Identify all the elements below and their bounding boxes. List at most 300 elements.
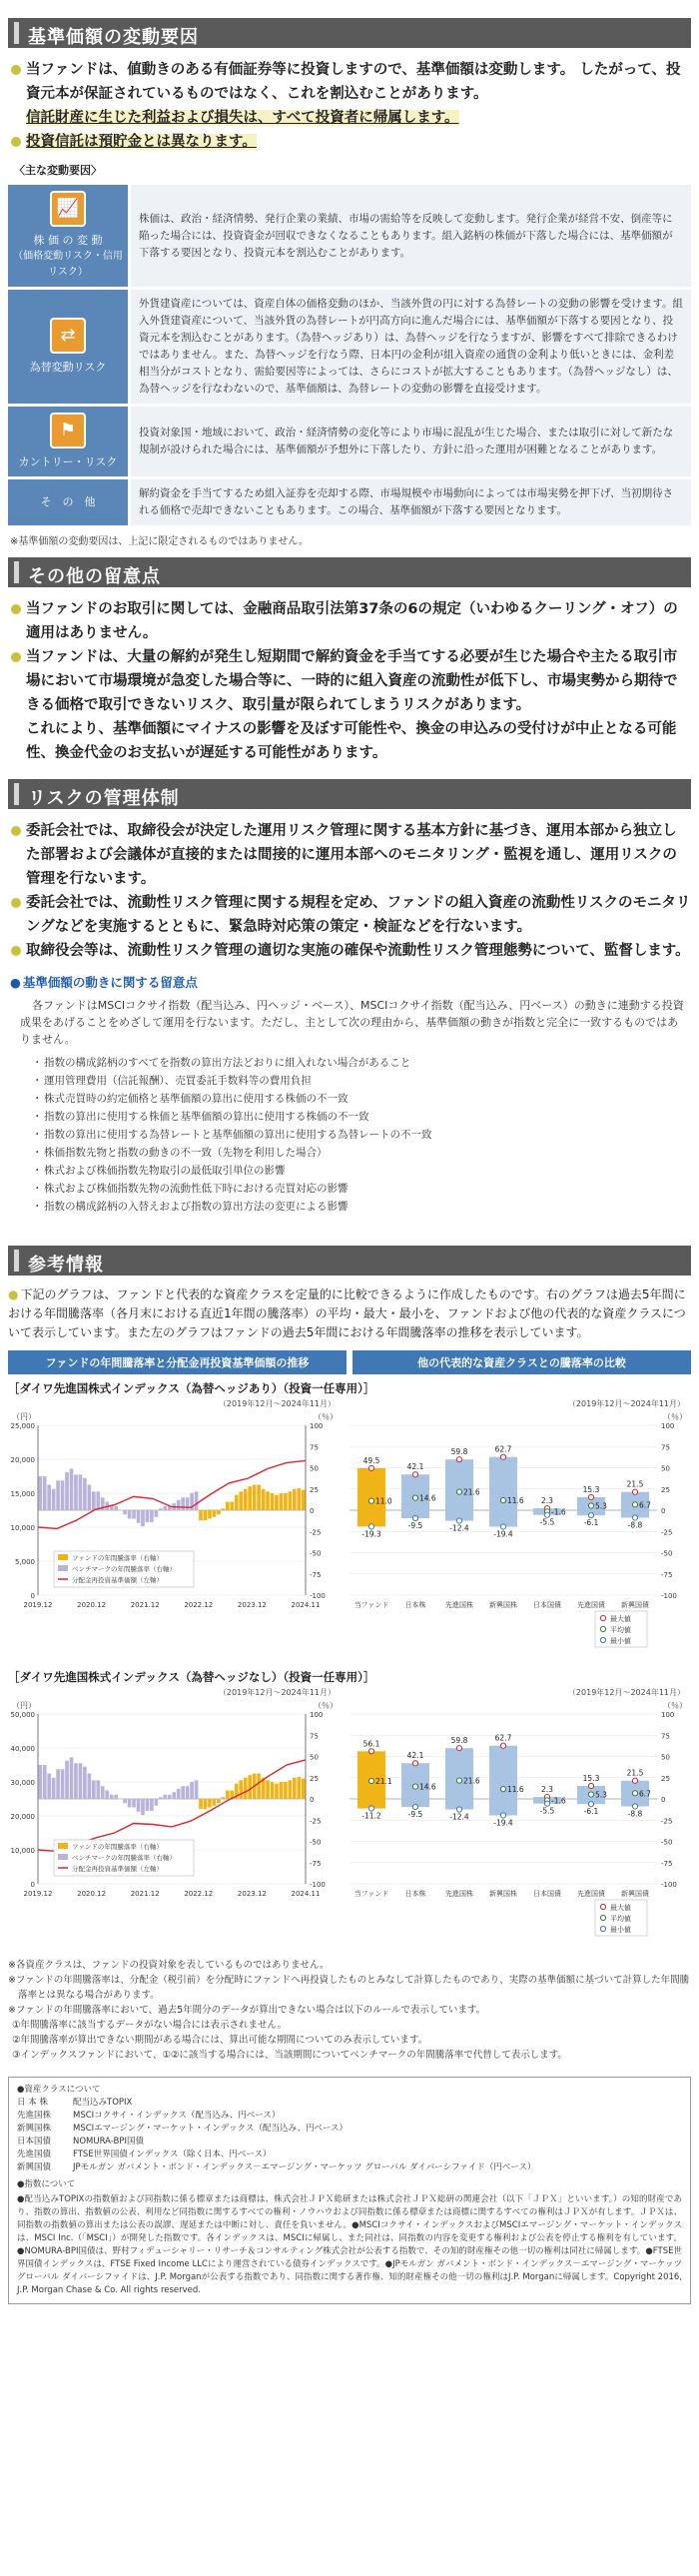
bar-benchmark: [74, 1763, 78, 1799]
index-row: [17, 2097, 682, 2110]
bar-benchmark: [195, 1780, 199, 1799]
category-label: 先進国株: [445, 1601, 473, 1609]
axis-unit-right: （％）: [314, 1701, 338, 1710]
category-label: 新興国株: [489, 1601, 517, 1609]
index-value: JPモルガン ガバメント・ボンド・インデックス－エマージング・マーケッツ グローバル ダイバーシファイド（円ベース）: [73, 2162, 536, 2172]
note-line: ②年間騰落率が算出できない期間がある場合には、算出可能な期間についてのみ表示しています。: [12, 2035, 428, 2046]
legend-label: 最大値: [610, 1904, 631, 1912]
bullet-item: 取締役会等は、流動性リスク管理の適切な実施の確保や流動性リスク管理態勢について、監督します。: [8, 939, 691, 963]
marker-max: [412, 1472, 417, 1477]
section-title: 基準価額の変動要因: [28, 27, 199, 48]
chart-period: （2019年12月～2024年11月）: [567, 1399, 685, 1408]
legend-swatch: [58, 1554, 68, 1560]
marker-min: [368, 1806, 373, 1811]
data-label-max: 59.8: [450, 1736, 468, 1746]
data-label-avg: 5.3: [595, 1501, 607, 1511]
tick-label: -100: [661, 1592, 677, 1600]
bar-benchmark: [128, 1799, 132, 1808]
marker-min: [500, 1813, 505, 1818]
range-chart-unhedged: [342, 1698, 691, 1948]
legend-label: 平均値: [610, 1626, 631, 1634]
legend-label: ファンドの年間騰落率（右軸）: [72, 1843, 163, 1851]
bar-benchmark: [155, 1799, 159, 1806]
tick-label-right: 50: [310, 1464, 319, 1473]
bar-fund: [204, 1510, 208, 1520]
bar-benchmark: [155, 1510, 159, 1517]
bar-benchmark: [159, 1508, 163, 1510]
marker-min: [456, 1807, 461, 1812]
legend-marker: [600, 1626, 605, 1631]
note-line: ③インデックスファンドにおいて、①②に該当する場合には、当該期間についてベンチマークの年間騰落率で代替して表示します。: [12, 2050, 567, 2061]
list-item: ・ 運用管理費用（信託報酬）、売買委託手数料等の費用負担: [32, 1072, 691, 1090]
category-label: 日本株: [404, 1890, 426, 1898]
header-accent-bar: [14, 561, 19, 583]
marker-max: [500, 1743, 505, 1748]
bar-fund: [280, 1782, 284, 1799]
category-label: 新興国債: [621, 1601, 649, 1609]
marker-avg: [412, 1784, 417, 1789]
legend-label: ベンチマークの年間騰落率（右軸）: [72, 1565, 176, 1573]
bar-benchmark: [38, 1476, 42, 1510]
range-bar-asset: [489, 1457, 517, 1527]
x-tick-label: 2023.12: [237, 1890, 267, 1898]
tick-label-left: 10,000: [10, 1847, 35, 1855]
bar-fund: [297, 1488, 301, 1510]
risk-desc: 外貨建資産については、資産自体の価格変動のほか、当該外貨の円に対する為替レートの変動の影響を受けます。組入外貨建資産について、当該外貨の為替レートが円高方向に進んだ場合には、基準価額が下落する要因となり、投資元本を割込むことがあります。（為替ヘッジあり）は、為替ヘッジを行なうますが、影響をすべて排除できるわけではありません。また、為替ヘッジを行なう際、日本円の金利が組入資産の通貨の金利より低いときには、金利差相当分がコストとなり、需給要因等によっては、さらにコストが拡大することもあります。（為替ヘッジなし）は、為替ヘッジを行なわないので、基準価額は、為替レートの変動の影響を直接受けます。: [128, 290, 691, 404]
axis-unit-left: （円）: [12, 1412, 36, 1421]
data-label-avg: -1.6: [551, 1507, 566, 1517]
marker-min: [588, 1513, 593, 1518]
bar-fund: [297, 1777, 301, 1799]
bar-fund: [275, 1784, 279, 1799]
marker-avg: [632, 1791, 637, 1796]
category-label: 新興国債: [621, 1890, 649, 1898]
bar-benchmark: [96, 1780, 100, 1799]
tick-label-left: 15,000: [10, 1490, 35, 1498]
marker-min: [588, 1802, 593, 1807]
index-key: 新興国株: [17, 2124, 52, 2134]
data-label-min: -19.3: [361, 1529, 381, 1539]
bar-fund: [262, 1489, 266, 1510]
bar-fund: [248, 1775, 252, 1799]
bar-benchmark: [172, 1792, 176, 1799]
bar-benchmark: [132, 1799, 136, 1808]
tick-label-right: 0: [310, 1507, 315, 1515]
note-line: ※ファンドの年間騰落率において、過去5年間分のデータが算出できない場合は以下のルールで表示しています。: [8, 2005, 486, 2016]
data-label-min: -19.4: [493, 1529, 513, 1539]
marker-min: [632, 1515, 637, 1520]
tick-label-left: 0: [30, 1881, 35, 1889]
bar-fund: [284, 1493, 288, 1510]
section-header-risk-mgmt: [8, 779, 691, 809]
nav-line: [38, 1460, 306, 1528]
tick-label-left: 5,000: [14, 1558, 35, 1566]
bar-benchmark: [61, 1480, 65, 1510]
chart-block-hedged: [8, 1380, 691, 1663]
bar-benchmark: [88, 1485, 92, 1511]
tick-label-left: 30,000: [10, 1779, 35, 1787]
tick-label-right: -100: [310, 1592, 326, 1600]
data-label-avg: 5.3: [595, 1790, 607, 1800]
index-row: [17, 2136, 682, 2148]
bar-fund: [235, 1495, 239, 1510]
bar-fund: [280, 1493, 284, 1510]
marker-avg: [500, 1498, 505, 1503]
data-label-avg: 6.7: [639, 1789, 651, 1799]
section-header-reference: [8, 1246, 691, 1276]
line-bar-chart-hedged: [8, 1409, 342, 1659]
marker-max: [588, 1494, 593, 1499]
legend-label: 最大値: [610, 1615, 631, 1623]
marker-min: [544, 1512, 549, 1517]
bar-fund: [248, 1486, 252, 1510]
bar-benchmark: [105, 1791, 109, 1800]
risk-row: [8, 185, 691, 287]
index-value: MSCIエマージング・マーケット・インデックス（配当込み、円ベース）: [73, 2124, 349, 2134]
data-label-avg: 21.6: [463, 1776, 480, 1786]
bar-benchmark: [123, 1799, 127, 1803]
bar-benchmark: [88, 1774, 92, 1800]
data-label-min: -19.4: [493, 1818, 513, 1828]
index-row: [17, 2148, 682, 2161]
index-notice-box: [8, 2077, 691, 2304]
bar-benchmark: [114, 1795, 118, 1799]
bar-benchmark: [83, 1478, 87, 1510]
tick-label-right: 75: [310, 1732, 319, 1741]
risk-name: そ の 他: [40, 495, 96, 508]
bullet-cont: これにより、基準価額にマイナスの影響を及ぼす可能性や、換金の申込みの受付けが中止となる可能性、換金代金のお支払いが遅延する可能性があります。: [26, 721, 677, 761]
data-label-max: 15.3: [582, 1773, 600, 1783]
marker-avg: [588, 1503, 593, 1508]
bar-benchmark: [79, 1474, 83, 1510]
axis-unit-left: （円）: [12, 1701, 36, 1710]
bm-notes-title: ● 基準価額の動きに関する留意点: [10, 973, 691, 991]
data-label-min: -8.8: [627, 1520, 643, 1530]
bar-benchmark: [186, 1786, 190, 1799]
tick-label-right: 25: [310, 1485, 319, 1494]
x-tick-label: 2023.12: [237, 1601, 267, 1609]
marker-max: [588, 1783, 593, 1788]
legend-label: ベンチマークの年間騰落率（右軸）: [72, 1854, 176, 1862]
marker-min: [456, 1518, 461, 1523]
category-label: 日本国債: [533, 1890, 561, 1898]
x-tick-label: 2021.12: [130, 1890, 160, 1898]
bar-benchmark: [123, 1510, 127, 1514]
bar-benchmark: [47, 1485, 51, 1511]
chart-icon: 📈: [50, 191, 86, 227]
bar-fund: [302, 1490, 306, 1510]
legend-swatch: [58, 1854, 68, 1860]
bar-benchmark: [186, 1497, 190, 1510]
legend-label: 分配金再投資基準価額（左軸）: [72, 1865, 163, 1873]
bar-benchmark: [61, 1769, 65, 1799]
bar-fund: [257, 1485, 261, 1511]
marker-avg: [632, 1502, 637, 1507]
bar-benchmark: [83, 1767, 87, 1799]
data-label-max: 42.1: [406, 1751, 424, 1761]
caption-main-factors: 〈主な変動要因〉: [14, 164, 102, 177]
marker-avg: [500, 1787, 505, 1792]
bar-benchmark: [177, 1789, 181, 1799]
data-label-min: -5.5: [539, 1806, 555, 1816]
risk-note: ※基準価額の変動要因は、上記に限定されるものではありません。: [10, 536, 309, 547]
data-label-max: 2.3: [541, 1785, 553, 1795]
index-key: 先進国株: [17, 2111, 52, 2121]
marker-min: [412, 1515, 417, 1520]
bar-fund: [239, 1780, 243, 1799]
bar-benchmark: [92, 1491, 96, 1510]
marker-min: [500, 1524, 505, 1529]
bar-fund: [293, 1778, 297, 1799]
tick-label-right: 75: [310, 1443, 319, 1452]
bar-fund: [213, 1510, 217, 1517]
data-label-min: -12.4: [449, 1812, 469, 1822]
marker-min: [632, 1804, 637, 1809]
data-label-max: 21.5: [626, 1479, 644, 1489]
section-title: リスクの管理体制: [28, 788, 180, 809]
tick-label: -50: [661, 1838, 673, 1847]
list-item: ・ 指数の構成銘柄の入替えおよび指数の算出方法の変更による影響: [32, 1198, 691, 1216]
bar-benchmark: [195, 1491, 199, 1510]
data-label-min: -6.1: [583, 1807, 599, 1817]
marker-max: [500, 1454, 505, 1459]
bar-benchmark: [52, 1489, 56, 1510]
bar-benchmark: [52, 1778, 56, 1799]
data-label-avg: 14.6: [419, 1493, 436, 1503]
reference-notes: [8, 1958, 691, 2063]
data-label-avg: 14.6: [419, 1782, 436, 1792]
bullet-item: [8, 58, 691, 106]
data-label-min: -9.5: [407, 1810, 423, 1820]
risk-row: [8, 290, 691, 404]
bar-benchmark: [190, 1782, 194, 1799]
legend-marker: [600, 1904, 605, 1909]
tick-label: 75: [661, 1732, 670, 1741]
section-header-other-notes: [8, 557, 691, 587]
bar-benchmark: [43, 1765, 47, 1799]
bar-fund: [204, 1799, 208, 1809]
note-line: ※各資産クラスは、ファンドの投資対象を表しているものではありません。: [8, 1960, 330, 1971]
risk-name: 為替変動リスク: [29, 361, 107, 374]
bar-fund: [275, 1495, 279, 1510]
legend-label: 最小値: [610, 1926, 631, 1934]
bar-benchmark: [79, 1763, 83, 1799]
bar-benchmark: [43, 1476, 47, 1510]
risk-name-cell: [8, 290, 128, 404]
marker-avg: [368, 1778, 373, 1783]
bar-fund: [217, 1510, 221, 1514]
bar-fund: [257, 1774, 261, 1800]
bar-fund: [199, 1799, 203, 1809]
bar-benchmark: [92, 1780, 96, 1799]
tick-label: 100: [661, 1422, 675, 1430]
list-item: ・ 指数の算出に使用する為替レートと基準価額の算出に使用する為替レートの不一致: [32, 1126, 691, 1144]
bar-fund: [217, 1799, 221, 1803]
legend-marker: [600, 1926, 605, 1931]
header-accent-bar: [14, 22, 19, 44]
x-tick-label: 2022.12: [184, 1890, 214, 1898]
tick-label: 75: [661, 1443, 670, 1452]
list-item: ・ 株式および株価指数先物の流動性低下時における売買対応の影響: [32, 1180, 691, 1198]
list-item: ・ 指数の算出に使用する株価と基準価額の算出に使用する株価の不一致: [32, 1108, 691, 1126]
tick-label-left: 25,000: [10, 1422, 35, 1430]
tick-label-right: 100: [310, 1422, 324, 1430]
category-label: 当ファンド: [353, 1890, 389, 1898]
x-tick-label: 2019.12: [23, 1890, 53, 1898]
exchange-icon: ⇄: [50, 318, 86, 354]
data-label-avg: 11.6: [507, 1785, 524, 1795]
legend-marker: [600, 1615, 605, 1620]
bar-fund: [266, 1491, 270, 1510]
data-label-max: 62.7: [494, 1733, 512, 1743]
index-value: FTSE世界国債インデックス（除く日本、円ベース）: [73, 2149, 272, 2159]
category-label: 日本株: [404, 1601, 426, 1609]
flag-icon: ⚑: [50, 413, 86, 448]
tick-label: 50: [661, 1753, 670, 1762]
bar-fund: [266, 1780, 270, 1799]
list-item: ・ 株式売買時の約定価格と基準価額の算出に使用する株価の不一致: [32, 1090, 691, 1108]
marker-max: [456, 1457, 461, 1462]
bm-notes-list: [8, 1054, 691, 1216]
bar-benchmark: [163, 1795, 167, 1799]
bar-benchmark: [181, 1497, 185, 1510]
marker-max: [632, 1489, 637, 1494]
tick-label-right: -25: [310, 1528, 322, 1537]
range-bar-asset: [489, 1746, 517, 1816]
bar-benchmark: [65, 1761, 69, 1799]
tab-asset-comparison: 他の代表的な資産クラスとの騰落率の比較: [352, 1350, 691, 1374]
tick-label-left: 40,000: [10, 1745, 35, 1753]
note-line: ①年間騰落率に該当するデータがない場合には表示されません。: [12, 2020, 288, 2031]
data-label-max: 21.5: [626, 1768, 644, 1778]
bar-benchmark: [110, 1506, 114, 1510]
data-label-avg: 11.6: [507, 1496, 524, 1506]
bar-benchmark: [114, 1506, 118, 1510]
risk-name-cell: [8, 479, 128, 525]
index-key: 日 本 株: [17, 2098, 48, 2108]
data-label-max: 56.1: [362, 1739, 380, 1749]
marker-avg: [368, 1498, 373, 1503]
bullet-text: 当ファンドは、値動きのある有価証券等に投資しますので、基準価額は変動します。: [26, 62, 575, 78]
tick-label-left: 20,000: [10, 1456, 35, 1464]
index-row: [17, 2161, 682, 2174]
bar-benchmark: [70, 1468, 74, 1510]
list-item: ・ 株式および株価指数先物取引の最低取引単位の影響: [32, 1162, 691, 1180]
marker-min: [368, 1524, 373, 1529]
data-label-avg: 21.6: [463, 1487, 480, 1497]
list-item: ・ 株価指数先物と指数の動きの不一致（先物を利用した場合）: [32, 1144, 691, 1162]
section-title: 参考情報: [28, 1255, 104, 1276]
bar-benchmark: [96, 1491, 100, 1510]
bar-benchmark: [168, 1795, 172, 1799]
data-label-avg: -1.6: [551, 1796, 566, 1806]
chart-block-unhedged: [8, 1669, 691, 1952]
bar-fund: [289, 1491, 293, 1510]
index-row: [17, 2123, 682, 2136]
chart-period: （2019年12月～2024年11月）: [567, 1688, 685, 1697]
tick-label-left: 0: [30, 1592, 35, 1600]
index-value: MSCIコクサイ・インデックス（配当込み、円ベース）: [73, 2111, 281, 2121]
marker-max: [412, 1761, 417, 1766]
bar-fund: [293, 1489, 297, 1510]
tick-label: 25: [661, 1485, 670, 1494]
legend-marker: [600, 1915, 605, 1920]
bar-benchmark: [159, 1797, 163, 1799]
bar-benchmark: [177, 1500, 181, 1510]
data-label-min: -12.4: [449, 1523, 469, 1533]
bar-benchmark: [146, 1510, 150, 1522]
bar-benchmark: [101, 1786, 105, 1799]
risk-row: [8, 479, 691, 525]
tick-label: -75: [661, 1859, 673, 1868]
bar-fund: [289, 1780, 293, 1799]
tick-label-right: -100: [310, 1881, 326, 1889]
tick-label-left: 10,000: [10, 1524, 35, 1532]
bar-fund: [302, 1779, 306, 1799]
index-box-heading: ●資産クラスについて: [17, 2085, 101, 2095]
tick-label: 25: [661, 1774, 670, 1783]
bullet-item: 当ファンドは、大量の解約が発生し短期間で解約資金を手当てする必要が生じた場合や主たる取引市場において市場環境が急変した場合等に、一時的に組入資産の流動性が低下し、市場実勢から期待できる価格で取引できないリスク、取引量が限られてしまうリスクがあります。: [8, 645, 691, 717]
marker-avg: [412, 1495, 417, 1500]
x-tick-label: 2022.12: [184, 1601, 214, 1609]
tick-label-right: -50: [310, 1549, 322, 1558]
bar-fund: [271, 1493, 275, 1510]
chart-period: （2019年12月～2024年11月）: [218, 1399, 336, 1408]
bar-fund: [199, 1510, 203, 1520]
tick-label-left: 20,000: [10, 1813, 35, 1821]
category-label: 新興国株: [489, 1890, 517, 1898]
bar-benchmark: [128, 1510, 132, 1519]
tick-label: 0: [661, 1796, 666, 1804]
legend-label: ファンドの年間騰落率（右軸）: [72, 1554, 163, 1562]
category-label: 当ファンド: [353, 1601, 389, 1609]
risk-table: [8, 182, 691, 528]
axis-unit: （％）: [663, 1701, 687, 1710]
marker-max: [456, 1746, 461, 1751]
data-label-max: 62.7: [494, 1444, 512, 1454]
tick-label: -75: [661, 1570, 673, 1579]
bar-benchmark: [137, 1799, 141, 1812]
index-notice-text: ●配当込みTOPIXの指数値および同指数に係る標章または商標は、株式会社ＪＰＸ総研または株式会社ＪＰＸ総研の関連会社（以下「ＪＰＸ」といいます。）の知的財産であり、指数の算出、指数値の公表、利用など同指数に関するすべての権利・ノウハウおよび同指数に係る標章または商標に関するすべての権利はＪＰＸが有します。ＪＰＸは、同指数の指数値の算出または公表の誤謬、遅延または中断に対し、責任を負いません。●MSCIコクサイ・インデックスおよびMSCIエマージング・マーケット・インデックスは、MSCI Inc.（「MSCI」）が開発した指数です。各インデックスは、MSCIに帰属し、また同社は、同指数の内容を変更する権利および公表を停止する権利を有しています。●NOMURA-BPI国債は、野村フィデューシャリー・リサーチ＆コンサルティング株式会社が公表する指数で、その知的財産権その他一切の権利は同社に帰属します。●FTSE世界国債インデックスは、FTSE Fixed Income LLCにより運営されている債券インデックスです。●JPモルガン ガバメント・ボンド・インデックス－エマージング・マーケッツ グローバル ダイバーシファイドは、J.P. Morganが公表する指数であり、同指数に関する著作権、知的財産権その他一切の権利はJ.P. Morganに帰属します。Copyright 2016, J.P. Morgan Chase & Co. All rights reserved.: [17, 2194, 682, 2295]
tick-label-left: 50,000: [10, 1711, 35, 1719]
category-label: 先進国株: [445, 1890, 473, 1898]
bar-benchmark: [47, 1774, 51, 1800]
marker-min: [544, 1801, 549, 1806]
bullet-item: 当ファンドのお取引に関しては、金融商品取引法第37条の6の規定（いわゆるクーリング・オフ）の適用はありません。: [8, 597, 691, 645]
tick-label: -25: [661, 1528, 673, 1537]
x-tick-label: 2024.11: [291, 1601, 321, 1609]
marker-avg: [588, 1792, 593, 1797]
chart-title: ［ダイワ先進国株式インデックス（為替ヘッジあり）（投資一任専用）］: [8, 1381, 375, 1395]
nav-line: [38, 1760, 306, 1852]
index-row: [17, 2110, 682, 2123]
category-label: 先進国債: [577, 1890, 605, 1898]
index-key: 先進国債: [17, 2149, 52, 2159]
data-label-max: 15.3: [582, 1484, 600, 1494]
data-label-avg: 6.7: [639, 1500, 651, 1510]
marker-max: [632, 1778, 637, 1783]
section-header-change-factors: [8, 18, 691, 48]
x-tick-label: 2020.12: [77, 1601, 107, 1609]
tick-label-right: 100: [310, 1711, 324, 1719]
legend-swatch: [58, 1843, 68, 1849]
axis-unit: （％）: [663, 1412, 687, 1421]
tick-label-right: 0: [310, 1796, 315, 1804]
x-tick-label: 2019.12: [23, 1601, 53, 1609]
bar-benchmark: [150, 1799, 154, 1811]
index-key: 新興国債: [17, 2162, 52, 2172]
data-label-avg: 21.1: [375, 1777, 392, 1787]
